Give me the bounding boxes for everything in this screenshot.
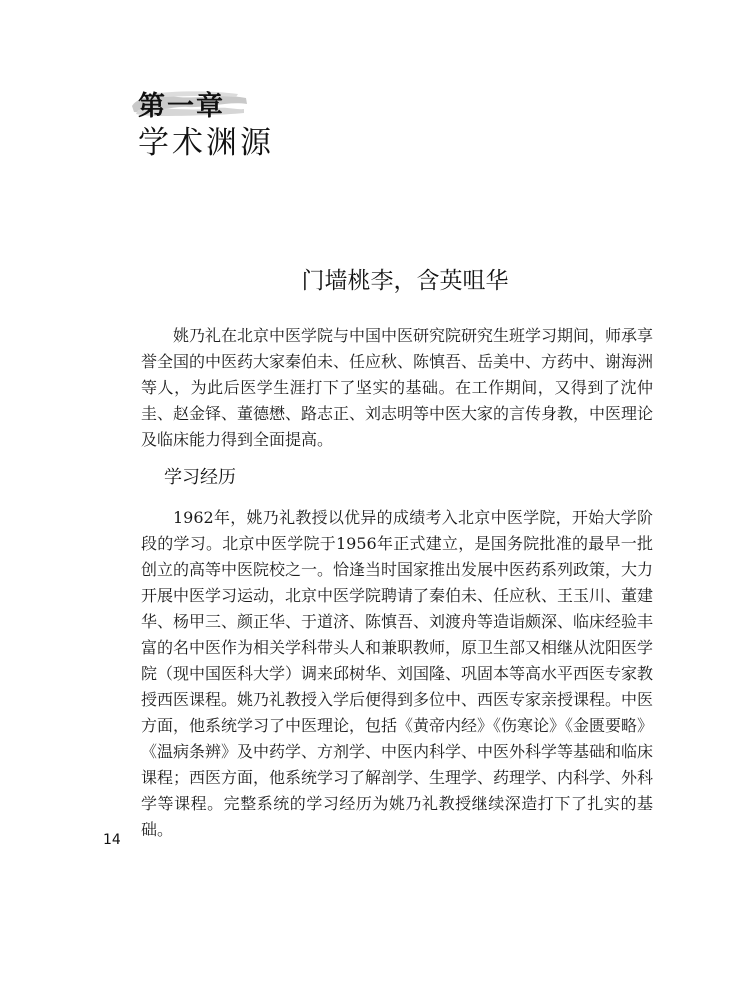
- subsection-paragraph: 1962年，姚乃礼教授以优异的成绩考入北京中医学院，开始大学阶段的学习。北京中医学院于1956年正式建立，是国务院批准的最早一批创立的高等中医院校之一。恰逢当时国家推出发展中医药系列政策，大力开展中医学习运动，北京中医学院聘请了秦伯未、任应秋、王玉川、董建华、杨甲三、颜正华、于道济、陈慎吾、刘渡舟等造诣颇深、临床经验丰富的名中医作为相关学科带头人和兼职教师，原卫生部又相继从沈阳医学院（现中国医科大学）调来邱树华、刘国隆、巩固本等高水平西医专家教授西医课程。姚乃礼教授入学后便得到多位中、西医专家亲授课程。中医方面，他系统学习了中医理论，包括《黄帝内经》《伤寒论》《金匮要略》《温病条辨》及中药学、方剂学、中医内科学、中医外科学等基础和临床课程；西医方面，他系统学习了解剖学、生理学、药理学、内科学、外科学等课程。完整系统的学习经历为姚乃礼教授继续深造打下了扎实的基础。: [141, 508, 654, 839]
- page-number: 14: [103, 832, 121, 848]
- subsection-heading: 学习经历: [164, 467, 236, 488]
- intro-paragraph: 姚乃礼在北京中医学院与中国中医研究院研究生班学习期间，师承享誉全国的中医药大家秦伯未、任应秋、陈慎吾、岳美中、方药中、谢海洲等人，为此后医学生涯打下了坚实的基础。在工作期间，又得到了沈仲圭、赵金铎、董德懋、路志正、刘志明等中医大家的言传身教，中医理论及临床能力得到全面提高。: [141, 326, 654, 449]
- chapter-number: 第一章: [138, 91, 225, 122]
- section-title: 门墙桃李，含英咀华: [301, 268, 509, 294]
- chapter-title: 学术渊源: [138, 125, 274, 161]
